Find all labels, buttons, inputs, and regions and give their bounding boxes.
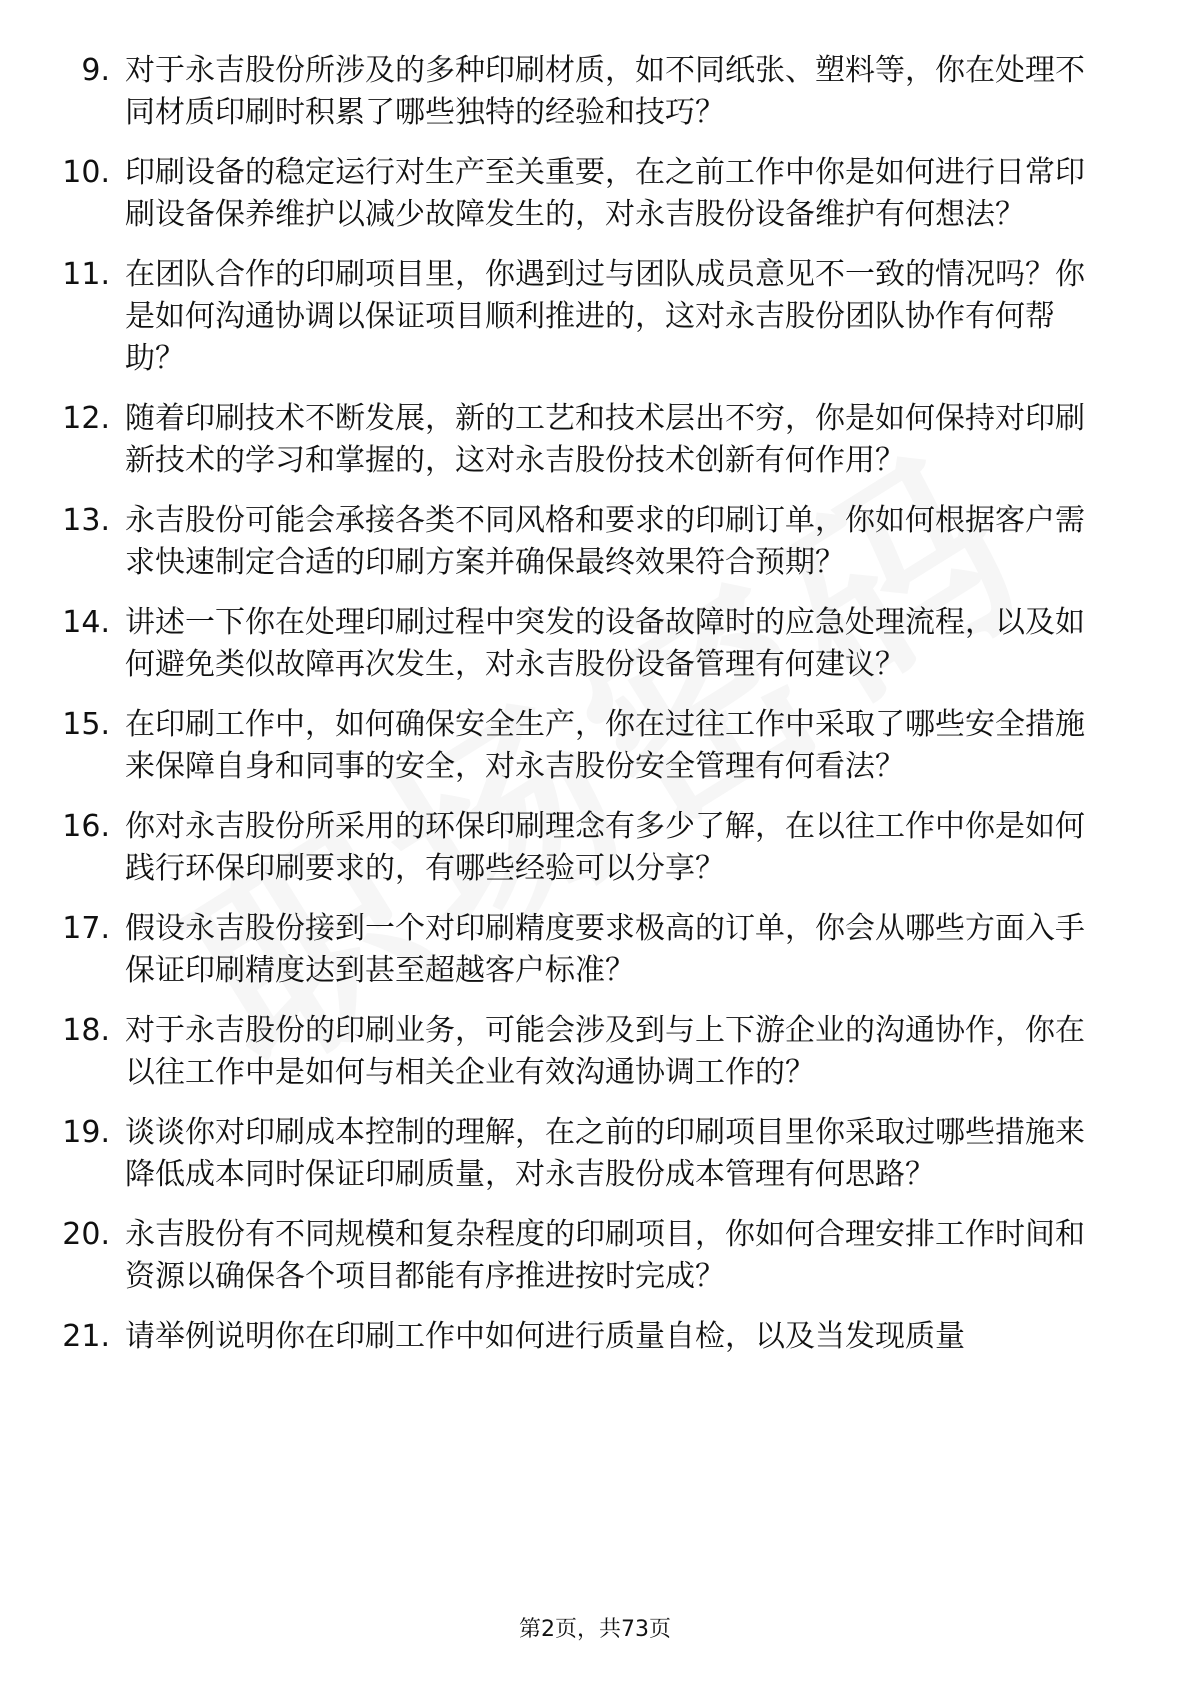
question-text: 永吉股份可能会承接各类不同风格和要求的印刷订单，你如何根据客户需求快速制定合适的印刷方案并确保最终效果符合预期？ xyxy=(125,503,1085,580)
list-item xyxy=(0,1112,1190,1196)
question-number: 13. xyxy=(62,503,110,538)
question-number: 15. xyxy=(62,707,110,742)
list-item xyxy=(0,398,1190,482)
question-text: 在印刷工作中，如何确保安全生产，你在过往工作中采取了哪些安全措施来保障自身和同事的安全，对永吉股份安全管理有何看法？ xyxy=(125,707,1085,784)
list-item xyxy=(0,152,1190,236)
question-text: 你对永吉股份所采用的环保印刷理念有多少了解，在以往工作中你是如何践行环保印刷要求的，有哪些经验可以分享？ xyxy=(125,809,1085,886)
question-text: 印刷设备的稳定运行对生产至关重要，在之前工作中你是如何进行日常印刷设备保养维护以减少故障发生的，对永吉股份设备维护有何想法？ xyxy=(125,155,1085,232)
question-number: 9. xyxy=(81,53,110,88)
question-text: 对于永吉股份所涉及的多种印刷材质，如不同纸张、塑料等，你在处理不同材质印刷时积累了哪些独特的经验和技巧？ xyxy=(125,53,1085,130)
list-item xyxy=(0,704,1190,788)
question-text: 随着印刷技术不断发展，新的工艺和技术层出不穷，你是如何保持对印刷新技术的学习和掌握的，这对永吉股份技术创新有何作用？ xyxy=(125,401,1085,478)
question-number: 19. xyxy=(62,1115,110,1150)
question-number: 16. xyxy=(62,809,110,844)
list-item xyxy=(0,500,1190,584)
list-item xyxy=(0,1316,1190,1358)
question-text: 假设永吉股份接到一个对印刷精度要求极高的订单，你会从哪些方面入手保证印刷精度达到甚至超越客户标准？ xyxy=(125,911,1085,988)
list-item xyxy=(0,806,1190,890)
question-list xyxy=(0,50,1190,1376)
list-item xyxy=(0,602,1190,686)
list-item xyxy=(0,1010,1190,1094)
question-number: 21. xyxy=(62,1319,110,1354)
question-text: 讲述一下你在处理印刷过程中突发的设备故障时的应急处理流程，以及如何避免类似故障再次发生，对永吉股份设备管理有何建议？ xyxy=(125,605,1085,682)
list-item xyxy=(0,50,1190,134)
question-number: 17. xyxy=(62,911,110,946)
question-number: 18. xyxy=(62,1013,110,1048)
question-text: 对于永吉股份的印刷业务，可能会涉及到与上下游企业的沟通协作，你在以往工作中是如何与相关企业有效沟通协调工作的？ xyxy=(125,1013,1085,1090)
question-number: 20. xyxy=(62,1217,110,1252)
page-footer: 第2页，共73页 xyxy=(519,1617,671,1642)
question-number: 11. xyxy=(62,257,110,292)
question-number: 14. xyxy=(62,605,110,640)
question-text: 请举例说明你在印刷工作中如何进行质量自检，以及当发现质量 xyxy=(125,1319,965,1354)
question-number: 12. xyxy=(62,401,110,436)
question-text: 永吉股份有不同规模和复杂程度的印刷项目，你如何合理安排工作时间和资源以确保各个项目都能有序推进按时完成？ xyxy=(125,1217,1085,1294)
list-item xyxy=(0,908,1190,992)
question-text: 在团队合作的印刷项目里，你遇到过与团队成员意见不一致的情况吗？你是如何沟通协调以保证项目顺利推进的，这对永吉股份团队协作有何帮助？ xyxy=(125,257,1085,376)
list-item xyxy=(0,1214,1190,1298)
question-number: 10. xyxy=(62,155,110,190)
question-text: 谈谈你对印刷成本控制的理解，在之前的印刷项目里你采取过哪些措施来降低成本同时保证印刷质量，对永吉股份成本管理有何思路？ xyxy=(125,1115,1085,1192)
list-item xyxy=(0,254,1190,380)
